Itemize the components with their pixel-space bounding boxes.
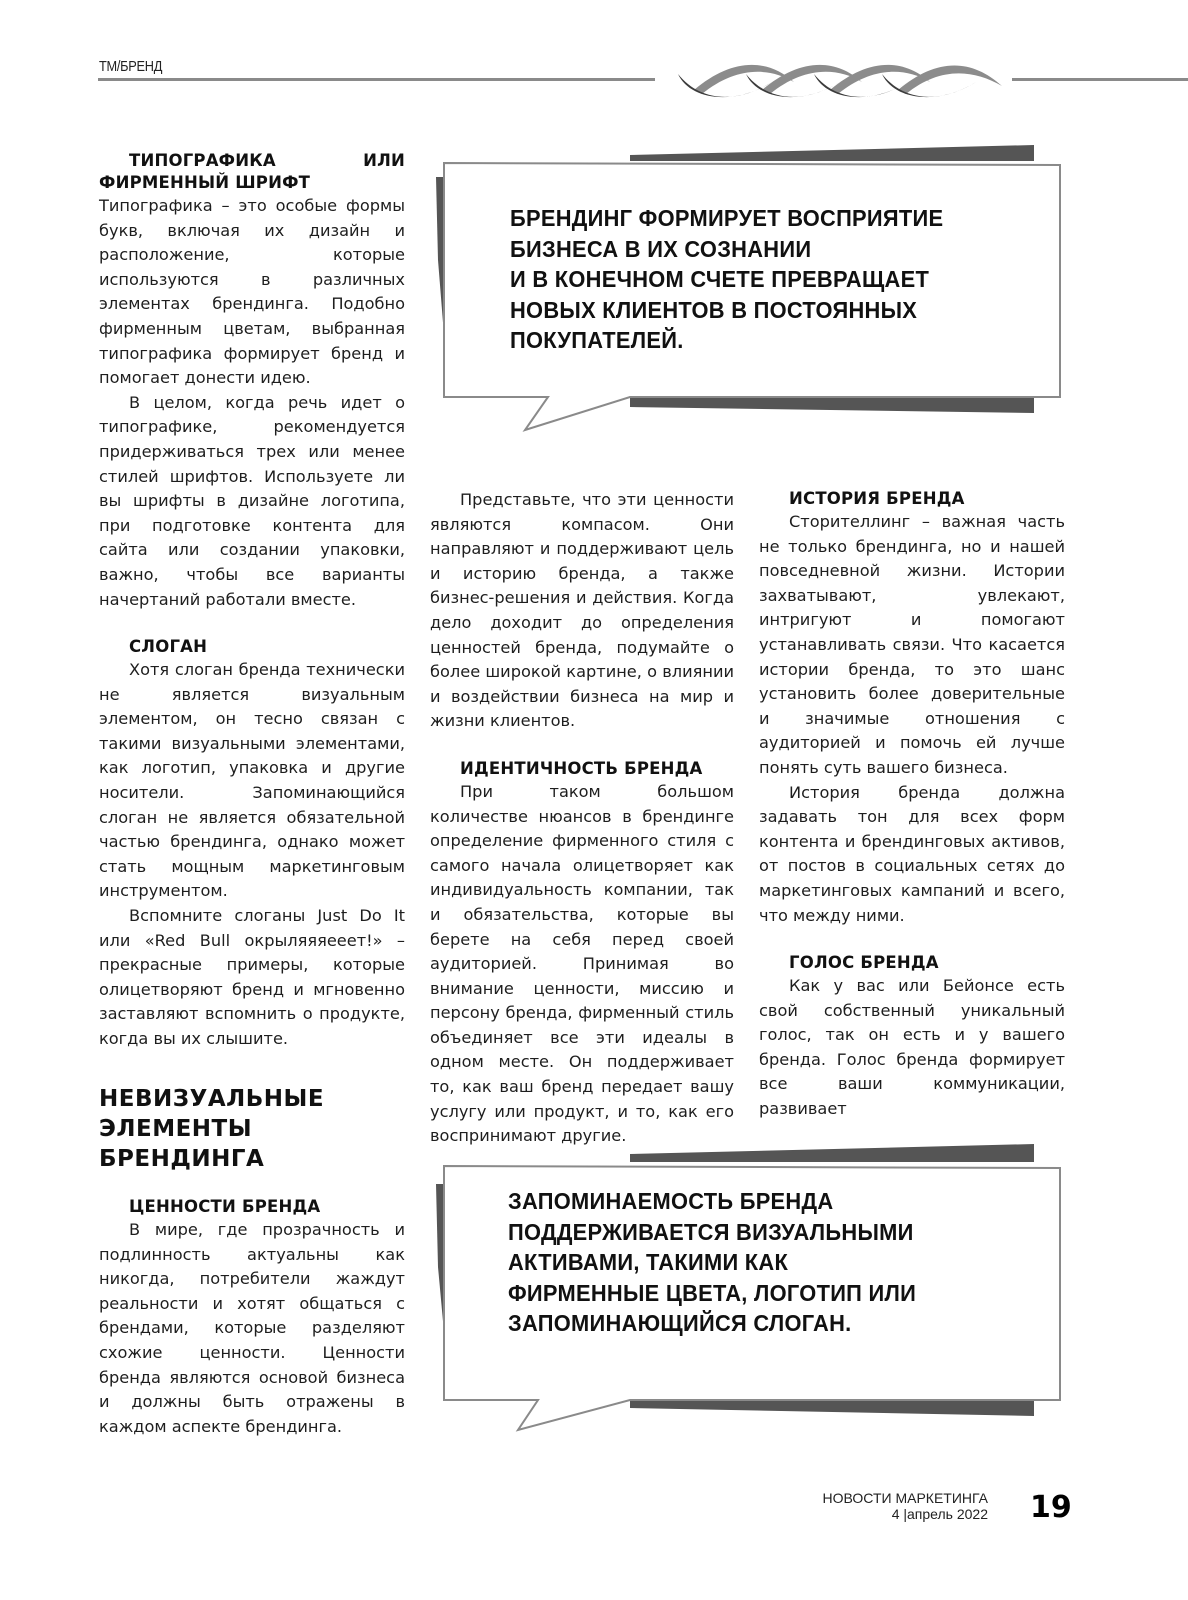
story-paragraph-1: Сторителлинг – важная часть не только брендинга, но и нашей повседневной жизни. Истории захватывают, увлекают, интригуют и помогают устанавливать связи. Что касается истории бренда, то это шанс установить более доверительные и значимые отношения с аудиторией и помочь ей лучше понять суть вашего бизнеса. bbox=[759, 512, 1065, 777]
header-rule-left bbox=[98, 78, 655, 81]
issue-date: 4 |апрель 2022 bbox=[891, 1506, 988, 1522]
quote-line: ПОКУПАТЕЛЕЙ. bbox=[510, 327, 684, 353]
wave-ornament-icon bbox=[672, 60, 1012, 106]
values-paragraph-1: В мире, где прозрачность и подлинность актуальны как никогда, потребители жаждут реальности и хотят общаться с брендами, которые разделяют схожие ценности. Ценности бренда являются основой бизнеса и должны быть отражены в каждом аспекте брендинга. bbox=[99, 1220, 405, 1436]
story-heading: ИСТОРИЯ БРЕНДА bbox=[789, 489, 965, 508]
footer-magazine-info bbox=[780, 1490, 988, 1522]
identity-heading: ИДЕНТИЧНОСТЬ БРЕНДА bbox=[460, 758, 703, 778]
values-paragraph-2: Представьте, что эти ценности являются компасом. Они направляют и поддерживают цель и историю бренда, а также бизнес-решения и действия. Когда дело доходит до определения ценностей бренда, подумайте о более широкой картине, о влиянии и воздействии бизнеса на мир и жизни клиентов. bbox=[430, 490, 734, 731]
quote-2 bbox=[508, 1186, 916, 1339]
quote-line: АКТИВАМИ, ТАКИМИ КАК bbox=[508, 1249, 789, 1275]
slogan-paragraph-1: Хотя слоган бренда технически не является визуальным элементом, он тесно связан с такими визуальными элементами, как логотип, упаковка и другие носители. Запоминающийся слоган не является обязательной частью брендинга, однако может стать мощным маркетинговым инструментом. bbox=[99, 660, 405, 901]
quote-1 bbox=[510, 203, 943, 356]
typography-paragraph-2: В целом, когда речь идет о типографике, рекомендуется придерживаться трех или менее стилей шрифтов. Используете ли вы шрифты в дизайне логотипа, при подготовке контента для сайта или создании упаковки, важно, чтобы все варианты начертаний работали вместе. bbox=[99, 392, 405, 609]
slogan-heading: СЛОГАН bbox=[129, 637, 208, 657]
magazine-name: НОВОСТИ МАРКЕТИНГА bbox=[822, 1490, 988, 1506]
column-3 bbox=[759, 488, 1065, 1122]
quote-line: ЗАПОМИНАЕМОСТЬ БРЕНДА bbox=[508, 1188, 834, 1214]
header-rule-right bbox=[1012, 78, 1188, 81]
quote-line: НОВЫХ КЛИЕНТОВ В ПОСТОЯННЫХ bbox=[510, 296, 918, 323]
identity-paragraph-1: При таком большом количестве нюансов в брендинге определение фирменного стиля с самого начала олицетворяет как индивидуальность компании, так и обязательства, которые вы берете на себя перед своей аудиторией. Принимая во внимание ценности, миссию и персону бренда, фирменный стиль объединяет все эти идеалы в одном месте. Он поддерживает то, как ваш бренд передает вашу услугу или продукт, и то, как его воспринимают другие. bbox=[430, 781, 734, 1146]
quote-line: ПОДДЕРЖИВАЕТСЯ ВИЗУАЛЬНЫМИ bbox=[508, 1218, 914, 1245]
nonvisual-heading: НЕВИЗУАЛЬНЫЕ ЭЛЕМЕНТЫ БРЕНДИНГА bbox=[99, 1086, 325, 1172]
quote-line: И В КОНЕЧНОМ СЧЕТЕ ПРЕВРАЩАЕТ bbox=[510, 266, 930, 292]
story-paragraph-2: История бренда должна задавать тон для всех форм контента и брендинговых активов, от постов в социальных сетях до маркетинговых кампаний и всего, что между ними. bbox=[759, 782, 1065, 925]
quote-line: ЗАПОМИНАЮЩИЙСЯ СЛОГАН. bbox=[508, 1310, 852, 1336]
column-2 bbox=[430, 488, 734, 1149]
column-1-bottom bbox=[99, 1196, 405, 1439]
values-heading: ЦЕННОСТИ БРЕНДА bbox=[129, 1197, 321, 1216]
voice-paragraph-1: Как у вас или Бейонсе есть свой собственный уникальный голос, так он есть и у вашего бренда. Голос бренда формирует все ваши коммуникации, развивает bbox=[759, 976, 1065, 1119]
slogan-paragraph-2: Вспомните слоганы Just Do It или «Red Bull окрыляяяееет!» – прекрасные примеры, которые олицетворяют бренд и мгновенно заставляют вспомнить о продукте, когда вы их слышите. bbox=[99, 906, 405, 1048]
quote-line: ФИРМЕННЫЕ ЦВЕТА, ЛОГОТИП ИЛИ bbox=[508, 1279, 917, 1306]
quote-line: БИЗНЕСА В ИХ СОЗНАНИИ bbox=[510, 235, 812, 262]
column-1 bbox=[99, 150, 405, 1052]
typography-heading: ТИПОГРАФИКА ИЛИ ФИРМЕННЫЙ ШРИФТ bbox=[99, 151, 405, 192]
page-number: 19 bbox=[1030, 1490, 1072, 1525]
typography-paragraph-1: Типографика – это особые формы букв, включая их дизайн и расположение, которые используются в различных элементах брендинга. Подобно фирменным цветам, выбранная типографика формирует бренд и помогает донести идею. bbox=[99, 196, 405, 388]
voice-heading: ГОЛОС БРЕНДА bbox=[789, 953, 939, 973]
quote-line: БРЕНДИНГ ФОРМИРУЕТ ВОСПРИЯТИЕ bbox=[510, 205, 944, 231]
section-label: ТМ/БРЕНД bbox=[99, 58, 163, 75]
